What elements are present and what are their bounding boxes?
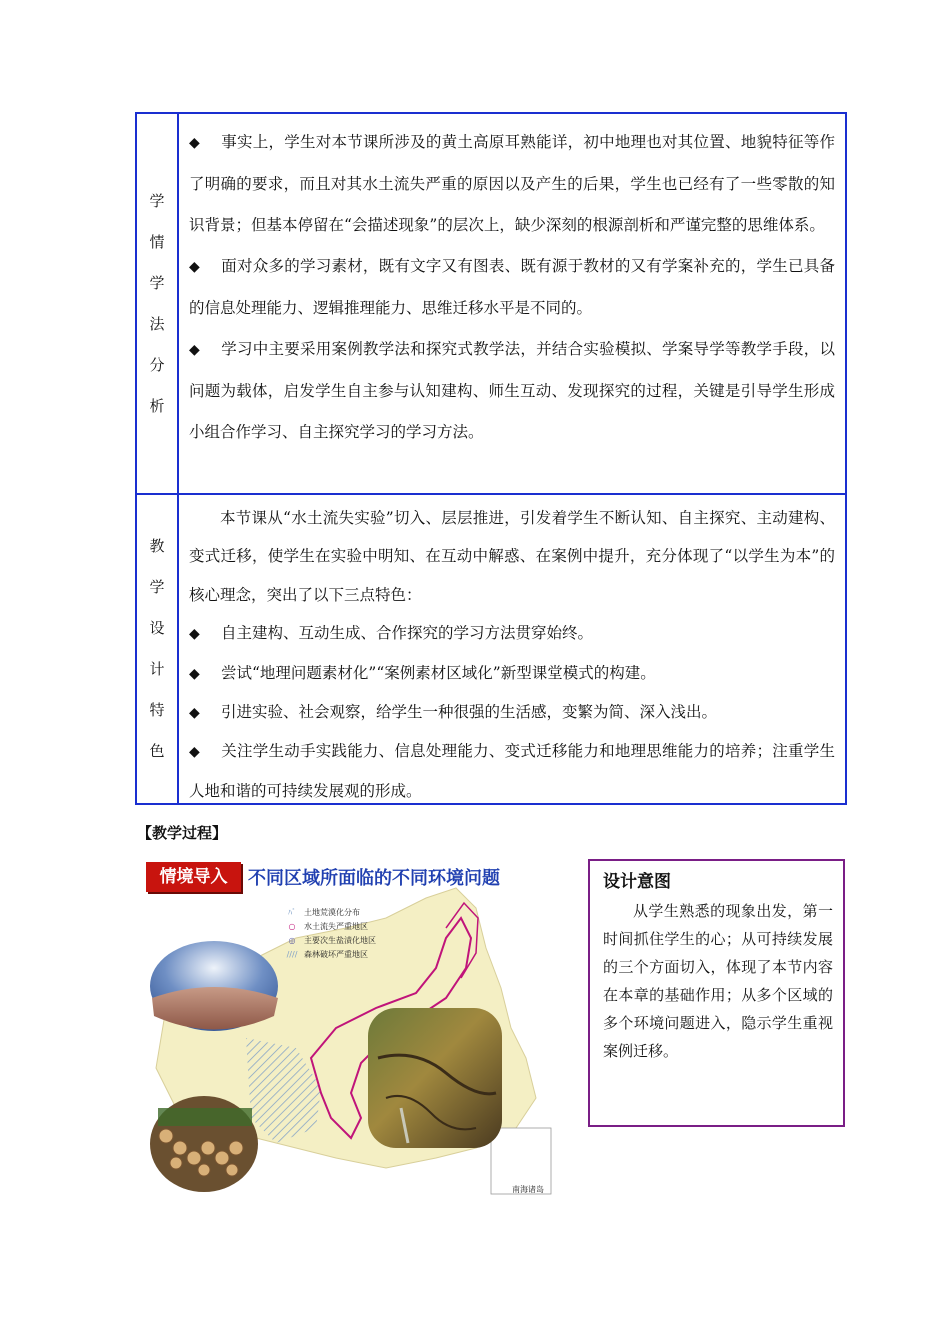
figure-title: 不同区域所面临的不同环境问题	[248, 868, 500, 889]
label-char: 设	[149, 619, 165, 637]
diamond-bullet-icon: ◆	[189, 135, 200, 151]
label-char: 析	[149, 396, 165, 415]
diamond-bullet-icon: ◆	[189, 259, 200, 275]
row-design-features	[137, 495, 845, 803]
map-legend	[286, 906, 376, 962]
south-sea-islands-label: 南海诸岛	[512, 1185, 544, 1194]
intro-paragraph: 本节课从“水土流失实验”切入、层层推进，引发着学生不断认知、自主探究、主动建构、变式迁移，使学生在实验中明知、在互动中解惑、在案例中提升，充分体现了“以学生为本”的核心理念，突出了以下三点特色：	[189, 509, 835, 604]
salinization-icon: ◎	[288, 936, 296, 945]
scenario-badge: 情境导入	[146, 862, 241, 892]
design-intent-title: 设计意图	[603, 872, 671, 892]
label-char: 学	[149, 191, 165, 210]
legend-item: ◎ 主要次生盐渍化地区	[286, 934, 376, 948]
diamond-bullet-icon: ◆	[189, 744, 200, 761]
bullet-paragraph: ◆ 事实上，学生对本节课所涉及的黄土高原耳熟能详，初中地理也对其位置、地貌特征等作了明确的要求，而且对其水土流失严重的原因以及产生的后果，学生也已经有了一些零散的知识背景；但基本停留在“会描述现象”的层次上，缺少深刻的根源剖析和严谨完整的思维体系。	[189, 122, 835, 246]
info-table	[135, 112, 847, 805]
legend-item: ○ 水土流失严重地区	[286, 920, 376, 934]
erosion-outline-icon: ○	[288, 922, 296, 931]
diamond-bullet-icon: ◆	[189, 342, 200, 358]
desertification-icon: ﾊﾞ	[288, 908, 296, 917]
diamond-bullet-icon: ◆	[189, 665, 200, 682]
label-char: 学	[149, 578, 165, 596]
bullet-paragraph: ◆ 引进实验、社会观察，给学生一种很强的生活感，变繁为简、深入浅出。	[189, 693, 835, 732]
bullet-paragraph: ◆ 面对众多的学习素材，既有文字又有图表、既有源于教材的又有学案补充的，学生已具备的信息处理能力、逻辑推理能力、思维迁移水平是不同的。	[189, 246, 835, 329]
section-heading: 【教学过程】	[137, 824, 228, 842]
bullet-paragraph: ◆ 自主建构、互动生成、合作探究的学习方法贯穿始终。	[189, 614, 835, 653]
legend-item: //// 森林破坏严重地区	[286, 948, 376, 962]
row-content-design-features	[189, 499, 835, 810]
row-label-learning-analysis	[137, 114, 179, 493]
diamond-bullet-icon: ◆	[189, 705, 200, 722]
label-char: 计	[149, 660, 165, 678]
bullet-paragraph: ◆ 学习中主要采用案例教学法和探究式教学法，并结合实验模拟、学案导学等教学手段，以问题为载体，启发学生自主参与认知建构、师生互动、发现探究的过程，关键是引导学生形成小组合作学习、自主探究学习的学习方法。	[189, 329, 835, 453]
label-char: 学	[149, 273, 165, 292]
design-intent-text: 从学生熟悉的现象出发，第一时间抓住学生的心；从可持续发展的三个方面切入，体现了本节内容在本章的基础作用；从多个区域的多个环境问题进入，隐示学生重视案例迁移。	[603, 902, 833, 1060]
environment-map-figure	[146, 858, 558, 1198]
design-intent-box	[588, 859, 845, 1127]
label-char: 分	[149, 355, 165, 374]
label-char: 情	[149, 232, 165, 251]
row-learning-analysis	[137, 114, 845, 495]
label-char: 色	[149, 742, 165, 760]
row-content-learning-analysis	[189, 122, 835, 453]
bullet-paragraph: ◆ 关注学生动手实践能力、信息处理能力、变式迁移能力和地理思维能力的培养；注重学生人地和谐的可持续发展观的形成。	[189, 732, 835, 810]
bullet-paragraph: ◆ 尝试“地理问题素材化”“案例素材区域化”新型课堂模式的构建。	[189, 654, 835, 693]
forest-hatch-icon: ////	[286, 950, 298, 959]
label-char: 特	[149, 701, 165, 719]
label-char: 法	[149, 314, 165, 333]
row-label-design-features	[137, 495, 179, 803]
diamond-bullet-icon: ◆	[189, 626, 200, 643]
legend-item: ﾊﾞ 土地荒漠化分布	[286, 906, 376, 920]
label-char: 教	[149, 537, 165, 555]
